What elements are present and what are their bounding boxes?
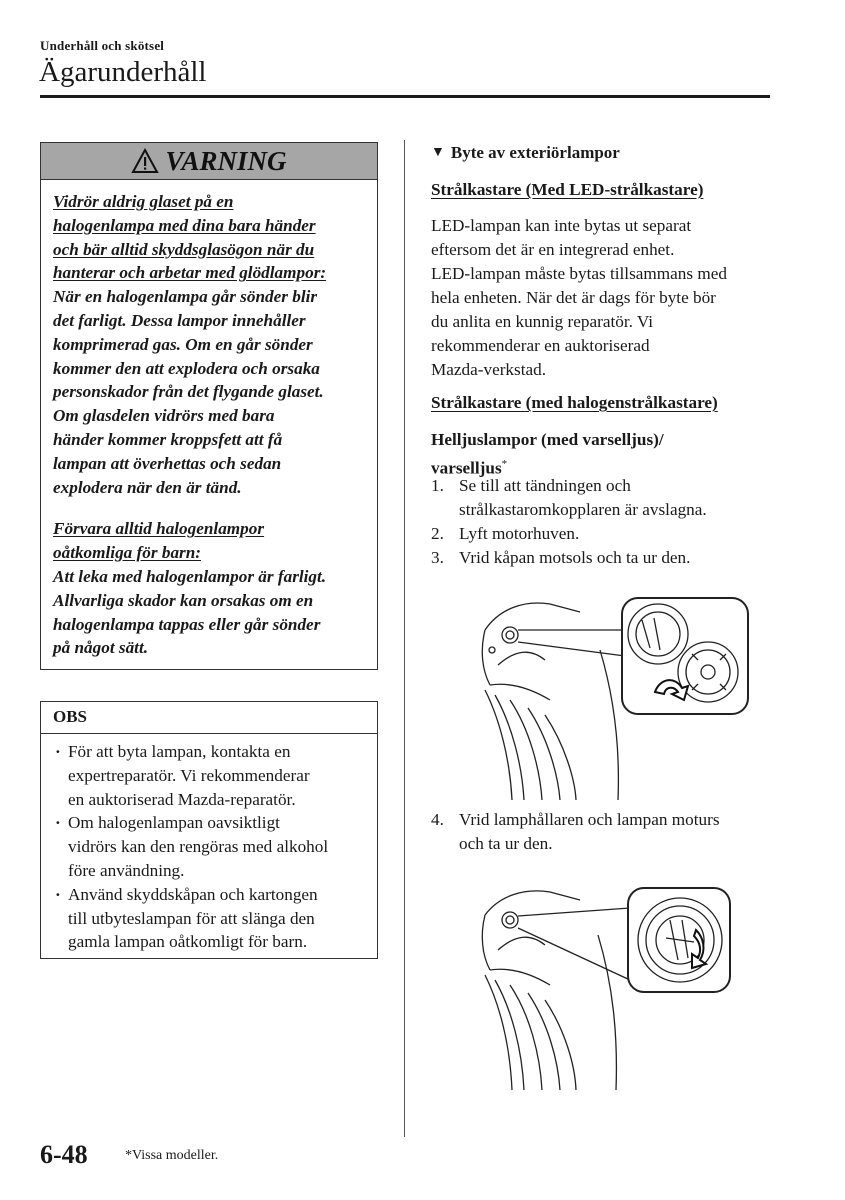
- warning-header: [41, 143, 377, 180]
- page-title: Ägarunderhåll: [39, 56, 207, 88]
- obs-item: · Om halogenlampan oavsiktligt vidrörs kan den rengöras med alkohol före användning.: [55, 811, 369, 882]
- led-heading: Strålkastare (Med LED-strålkastare): [431, 180, 704, 199]
- section-label: Underhåll och skötsel: [40, 38, 165, 53]
- steps-list: [431, 474, 776, 570]
- warning-title: VARNING: [165, 145, 287, 176]
- obs-title: OBS: [41, 702, 377, 734]
- obs-list: [41, 734, 377, 954]
- step-item: 2. Lyft motorhuven.: [431, 524, 580, 543]
- warning-lead-2: Förvara alltid halogenlampor oåtkomliga för barn:: [53, 519, 265, 563]
- step-4: [431, 808, 776, 856]
- step-item: 4. Vrid lamphållaren och lampan moturs och ta ur den.: [431, 810, 720, 853]
- warning-triangle-icon: [131, 148, 159, 174]
- high-beam-heading: Helljuslampor (med varselljus)/ varselljus*: [431, 430, 664, 478]
- warning-box: [40, 142, 378, 670]
- column-divider: [404, 140, 405, 1137]
- triangle-down-icon: ▼: [431, 145, 445, 160]
- warning-body: [41, 180, 377, 660]
- step-item: 3. Vrid kåpan motsols och ta ur den.: [431, 548, 691, 567]
- bulb-holder-illustration: [470, 880, 760, 1100]
- page-number: 6-48: [40, 1140, 88, 1169]
- section-heading: ▼ Byte av exteriörlampor: [431, 143, 620, 162]
- obs-box: [40, 701, 378, 959]
- footnote: *Vissa modeller.: [125, 1148, 219, 1163]
- halogen-heading: Strålkastare (med halogenstrålkastare): [431, 393, 718, 412]
- led-paragraph: LED-lampan kan inte bytas ut separat eftersom det är en integrerad enhet. LED-lampan måste bytas tillsammans med hela enheten. När det är dags för byte bör du anlita en kunnig reparatör. Vi rekommenderar en auktoriserad Mazda-verkstad.: [431, 216, 727, 379]
- step-item: 1. Se till att tändningen och strålkastaromkopplaren är avslagna.: [431, 476, 707, 519]
- obs-item: · För att byta lampan, kontakta en expertreparatör. Vi rekommenderar en auktoriserad Mazda-reparatör.: [55, 740, 369, 811]
- warning-text-2: Att leka med halogenlampor är farligt. Allvarliga skador kan orsakas om en halogenlampa tappas eller går sönder på något sätt.: [53, 566, 327, 658]
- warning-text-1: När en halogenlampa går sönder blir det farligt. Dessa lampor innehåller komprimerad gas. Om en går sönder kommer den att explodera och orsaka personskador från det flygande glaset. Om glasdelen vidrörs med bara händer kommer kroppsfett att få lampan att överhettas och sedan explodera när den är tänd.: [53, 287, 324, 497]
- warning-lead-1: Vidrör aldrig glaset på en halogenlampa med dina bara händer och bär alltid skyddsglasögon när du hanterar och arbetar med glödlampor:: [53, 192, 327, 283]
- obs-item: · Använd skyddskåpan och kartongen till utbyteslampan för att slänga den gamla lampan oåtkomligt för barn.: [55, 883, 369, 954]
- title-rule: [40, 95, 770, 98]
- cover-removal-illustration: [470, 590, 760, 800]
